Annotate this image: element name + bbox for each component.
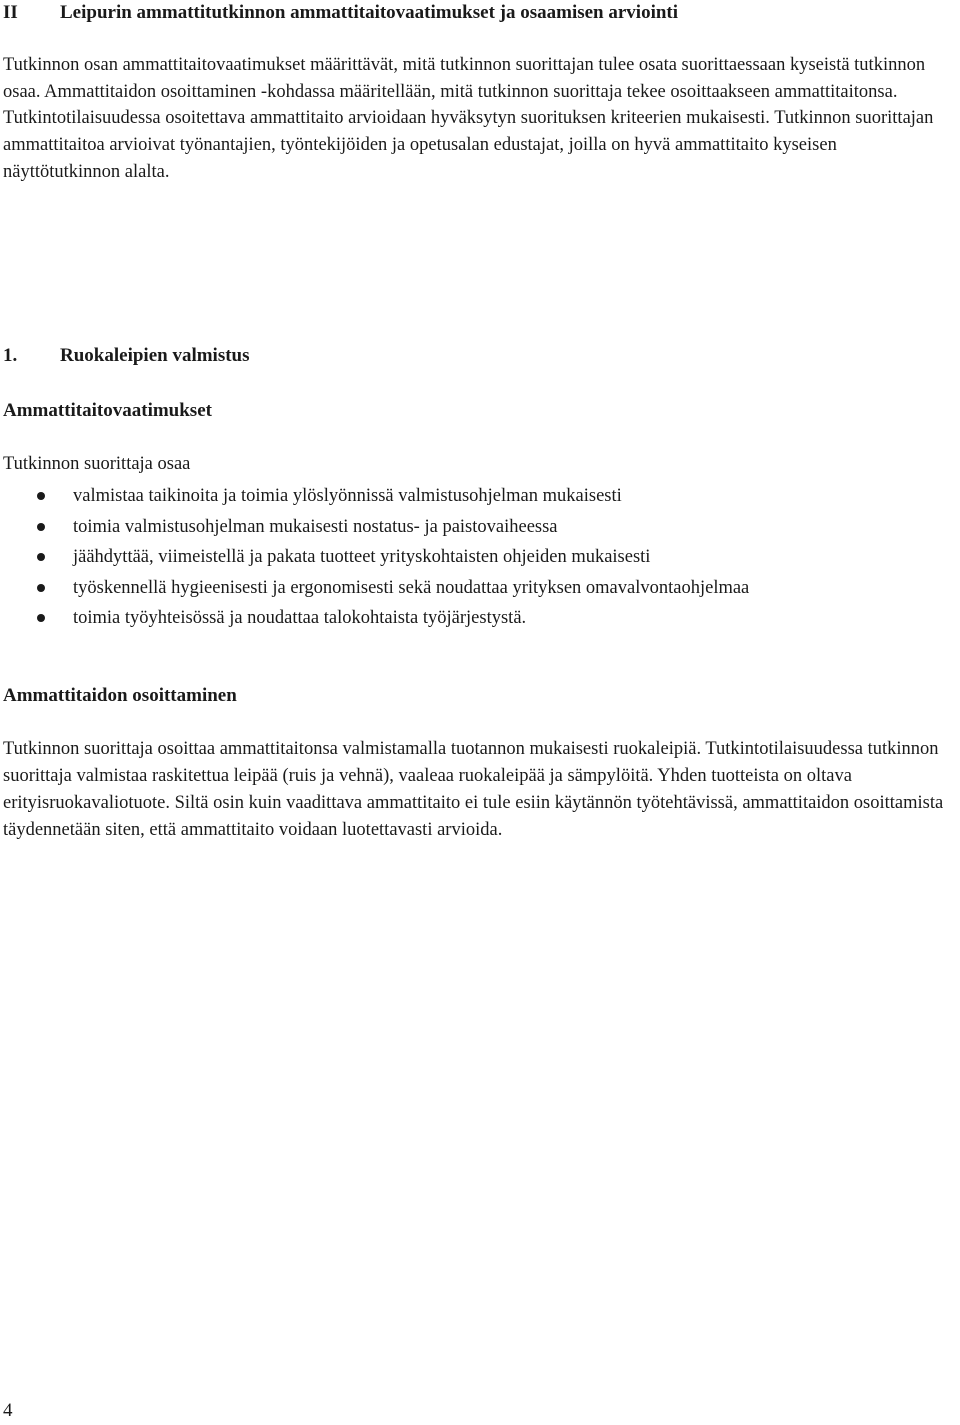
demonstration-paragraph: Tutkinnon suorittaja osoittaa ammattitaitonsa valmistamalla tuotannon mukaisesti ruokaleipiä. Tutkintotilaisuudessa tutkinnon suorittaja valmistaa raskitettua leipää (ruis ja vehnä), vaaleaa ruokaleipää ja sämpylöitä. Yhden tuotteista on oltava erityisruokavaliotuote. Siltä osin kuin vaadittava ammattitaito ei tule esiin käytännön työtehtävissä, ammattitaidon osoittamista täydennetään siten, että ammattitaito voidaan luotettavasti arvioida.	[3, 739, 944, 840]
list-item	[0, 542, 960, 573]
list-item	[0, 481, 960, 512]
unit-number: 1.	[3, 345, 18, 366]
list-item	[0, 573, 960, 604]
intro-paragraph: Tutkinnon osan ammattitaitovaatimukset määrittävät, mitä tutkinnon suorittajan tulee osata suorittaessaan kyseistä tutkinnon osaa. Ammattitaidon osoittaminen -kohdassa määritellään, mitä tutkinnon suorittaja tekee osoittaakseen ammattitaitonsa. Tutkintotilaisuudessa osoitettava ammattitaito arvioidaan hyväksytyn suorituksen kriteerien mukaisesti. Tutkinnon suorittajan ammattitaitoa arvioivat työnantajien, työntekijöiden ja opetusalan edustajat, joilla on hyvä ammattitaito kyseisen näyttötutkinnon alalta.	[3, 55, 934, 182]
section-number: II	[3, 2, 18, 23]
bullet-icon	[37, 523, 45, 531]
requirements-list	[0, 481, 960, 634]
unit-heading	[3, 343, 250, 369]
list-item-text: toimia työyhteisössä ja noudattaa talokohtaista työjärjestystä.	[73, 608, 527, 628]
page-number: 4	[3, 1400, 13, 1421]
list-item-text: jäähdyttää, viimeistellä ja pakata tuotteet yrityskohtaisten ohjeiden mukaisesti	[73, 547, 651, 567]
section-heading	[3, 0, 678, 26]
unit-title: Ruokaleipien valmistus	[60, 345, 250, 366]
bullet-icon	[37, 584, 45, 592]
bullet-icon	[37, 614, 45, 622]
section-title: Leipurin ammattitutkinnon ammattitaitovaatimukset ja osaamisen arviointi	[60, 2, 679, 23]
bullet-icon	[37, 553, 45, 561]
requirements-heading: Ammattitaitovaatimukset	[3, 400, 212, 421]
list-item-text: toimia valmistusohjelman mukaisesti nostatus- ja paistovaiheessa	[73, 516, 558, 537]
list-item	[0, 512, 960, 543]
list-item-text: työskennellä hygieenisesti ja ergonomisesti sekä noudattaa yrityksen omavalvontaohjelmaa	[73, 577, 750, 598]
demonstration-heading: Ammattitaidon osoittaminen	[3, 685, 237, 706]
requirements-lead: Tutkinnon suorittaja osaa	[3, 454, 191, 474]
list-item	[0, 603, 960, 634]
list-item-text: valmistaa taikinoita ja toimia ylöslyönnissä valmistusohjelman mukaisesti	[73, 486, 622, 506]
bullet-icon	[37, 492, 45, 500]
